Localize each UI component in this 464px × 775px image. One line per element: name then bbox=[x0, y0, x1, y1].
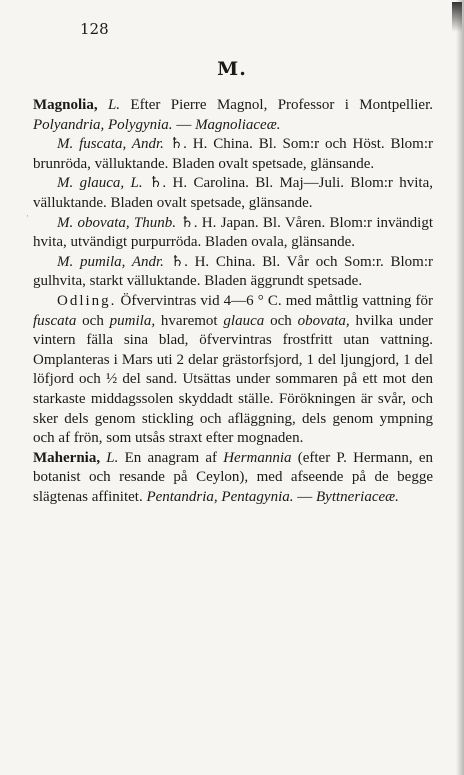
entry-species bbox=[33, 214, 433, 253]
family-name: Magnoliaceæ. bbox=[195, 116, 281, 133]
print-speck: · bbox=[26, 212, 29, 222]
species-ref: glauca bbox=[223, 312, 265, 329]
section-letter: M. bbox=[217, 58, 247, 80]
separator: — bbox=[293, 488, 316, 505]
genus-name: Magnolia, bbox=[33, 97, 98, 113]
cultivation-paragraph bbox=[33, 292, 433, 449]
corner-mark bbox=[452, 2, 462, 32]
page-edge-shadow bbox=[456, 0, 464, 775]
cultivation-label: Odling. bbox=[57, 292, 117, 309]
cultivation-text: hvilka under vintern fälla sina blad, öfvervintras frostfritt utan vattning. Omplanteras i Mars uti 2 delar grästorfsjord, 1 del ljungjord, 1 del löfjord och ½ del sand. Utsättas under sommaren på ett mot den starkaste middagssolen skyddadt ställe. Förökningen är svår, och sker dels genom stickling och afläggning, dels genom ympning och af frön, som utsås straxt efter mognaden. bbox=[33, 312, 433, 447]
author-abbrev: L. bbox=[106, 449, 119, 466]
species-name: M. obovata, Thunb. bbox=[57, 214, 177, 231]
cultivation-text: och bbox=[264, 312, 298, 329]
genus-name: Mahernia, bbox=[33, 449, 101, 466]
entry-species bbox=[33, 174, 433, 213]
entry-mahernia bbox=[33, 449, 433, 508]
species-text: ♄. H. China. Bl. Vår och Som:r. Blom:r gulhvita, starkt välluktande. Bladen äggrundt spetsade. bbox=[33, 253, 433, 290]
page-content bbox=[33, 96, 433, 507]
entry-species bbox=[33, 253, 433, 292]
family-name: Byttneriaceæ. bbox=[316, 488, 399, 505]
page-number: 128 bbox=[80, 20, 109, 38]
cultivation-text: hvaremot bbox=[155, 312, 224, 329]
species-ref: pumila, bbox=[109, 312, 156, 329]
entry-species bbox=[33, 135, 433, 174]
species-ref: obovata, bbox=[297, 312, 350, 329]
author-abbrev: L. bbox=[107, 97, 121, 113]
species-text: ♄. H. Carolina. Bl. Maj—Juli. Blom:r hvita, välluktande. Bladen ovalt spetsade, glänsande. bbox=[33, 175, 434, 211]
entry-text: Efter Pierre Magnol, Professor i Montpellier. bbox=[120, 97, 434, 113]
separator: — bbox=[172, 116, 196, 133]
entry-magnolia bbox=[33, 96, 433, 135]
entry-text: En anagram af bbox=[118, 449, 224, 466]
linnaean-class: Polyandria, Polygynia. bbox=[33, 116, 173, 133]
species-text: ♄. H. China. Bl. Som:r och Höst. Blom:r brunröda, välluktande. Bladen ovalt spetsade, glänsande. bbox=[33, 136, 433, 172]
species-text: ♄. H. Japan. Bl. Våren. Blom:r invändigt hvita, utvändigt purpurröda. Bladen ovala, glänsande. bbox=[33, 214, 433, 251]
cultivation-text: och bbox=[76, 312, 110, 329]
species-name: M. pumila, Andr. bbox=[57, 253, 164, 270]
cultivation-text: Öfvervintras vid 4—6 ° C. med måttlig vattning för bbox=[116, 292, 433, 309]
species-name: M. glauca, L. bbox=[57, 175, 143, 192]
entry-text: (efter P. Hermann, en botanist och resande på Ceylon), med afseende på de begge slägtenas affinitet. bbox=[33, 449, 434, 505]
linnaean-class: Pentandria, Pentagynia. bbox=[146, 488, 294, 505]
species-name: M. fuscata, Andr. bbox=[57, 136, 164, 153]
genus-ref: Hermannia bbox=[223, 449, 292, 466]
species-ref: fuscata bbox=[33, 312, 77, 329]
